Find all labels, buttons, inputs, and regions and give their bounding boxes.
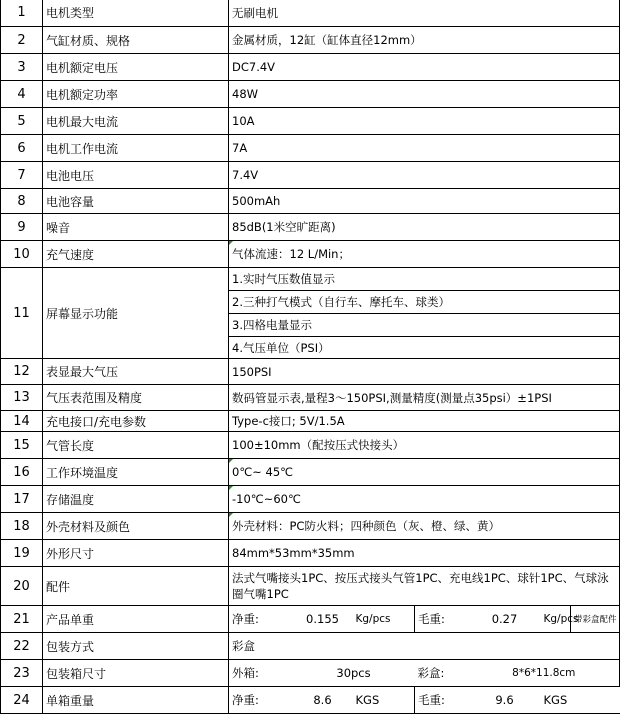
color-box-value: 8*6*11.8cm bbox=[469, 660, 620, 687]
net-weight-unit: Kg/pcs bbox=[353, 606, 415, 633]
table-row bbox=[1, 54, 620, 81]
table-row bbox=[1, 241, 620, 268]
row-value: 无刷电机 bbox=[229, 0, 620, 27]
row-label: 外形尺寸 bbox=[43, 540, 229, 567]
row-label: 包装方式 bbox=[43, 633, 229, 660]
row-value: 85dB(1米空旷距离) bbox=[229, 214, 620, 241]
table-row bbox=[1, 513, 620, 540]
gross-weight-value: 9.6 bbox=[469, 687, 541, 714]
table-row bbox=[1, 385, 620, 411]
table-row bbox=[1, 214, 620, 241]
table-row bbox=[1, 411, 620, 432]
row-label: 电机工作电流 bbox=[43, 135, 229, 162]
row-value: 7.4V bbox=[229, 162, 620, 189]
table-row bbox=[1, 162, 620, 189]
row-value: 10A bbox=[229, 108, 620, 135]
row-number: 19 bbox=[1, 540, 43, 567]
row-number: 3 bbox=[1, 54, 43, 81]
outer-box-value: 30pcs bbox=[293, 660, 415, 687]
row-number: 24 bbox=[1, 687, 43, 714]
table-row bbox=[1, 108, 620, 135]
row-number: 7 bbox=[1, 162, 43, 189]
row-label: 包装箱尺寸 bbox=[43, 660, 229, 687]
row-label: 电机最大电流 bbox=[43, 108, 229, 135]
table-row bbox=[1, 633, 620, 660]
row-number: 11 bbox=[1, 268, 43, 359]
row-value: 数码管显示表,量程3～150PSI,测量精度(测量点35psi）±1PSI bbox=[229, 385, 620, 411]
row-label: 气管长度 bbox=[43, 432, 229, 459]
table-row bbox=[1, 687, 620, 714]
net-weight-label: 净重: bbox=[229, 606, 293, 633]
net-weight-label: 净重: bbox=[229, 687, 293, 714]
row-value: 84mm*53mm*35mm bbox=[229, 540, 620, 567]
gross-weight-label: 毛重: bbox=[415, 606, 469, 633]
row-number: 4 bbox=[1, 81, 43, 108]
row-number: 6 bbox=[1, 135, 43, 162]
row-label: 充电接口/充电参数 bbox=[43, 411, 229, 432]
table-row bbox=[1, 486, 620, 513]
row-label: 产品单重 bbox=[43, 606, 229, 633]
row-number: 14 bbox=[1, 411, 43, 432]
table-row bbox=[1, 0, 620, 27]
row-value: -10℃~60℃ bbox=[229, 486, 620, 513]
gross-weight-unit: KGS bbox=[541, 687, 620, 714]
table-row bbox=[1, 606, 620, 633]
row-value: 1.实时气压数值显示 bbox=[229, 268, 620, 291]
row-number: 2 bbox=[1, 27, 43, 54]
gross-weight-value: 0.27 bbox=[469, 606, 541, 633]
row-label: 噪音 bbox=[43, 214, 229, 241]
table-row bbox=[1, 459, 620, 486]
row-value: Type-c接口; 5V/1.5A bbox=[229, 411, 620, 432]
row-label: 配件 bbox=[43, 567, 229, 606]
color-box-label: 彩盒: bbox=[415, 660, 469, 687]
row-number: 17 bbox=[1, 486, 43, 513]
row-value: 2.三种打气模式（自行车、摩托车、球类） bbox=[229, 291, 620, 314]
row-number: 22 bbox=[1, 633, 43, 660]
row-number: 20 bbox=[1, 567, 43, 606]
row-value: 500mAh bbox=[229, 189, 620, 214]
table-row bbox=[1, 660, 620, 687]
gross-weight-unit: Kg/pcs bbox=[541, 606, 571, 633]
table-row bbox=[1, 359, 620, 385]
row-label: 气压表范围及精度 bbox=[43, 385, 229, 411]
row-number: 8 bbox=[1, 189, 43, 214]
net-weight-unit: KGS bbox=[353, 687, 415, 714]
row-value: DC7.4V bbox=[229, 54, 620, 81]
row-value: 4.气压单位（PSI） bbox=[229, 337, 620, 359]
row-label: 气缸材质、规格 bbox=[43, 27, 229, 54]
row-label: 充气速度 bbox=[43, 241, 229, 268]
row-label: 表显最大气压 bbox=[43, 359, 229, 385]
row-value: 150PSI bbox=[229, 359, 620, 385]
row-number: 16 bbox=[1, 459, 43, 486]
table-row bbox=[1, 540, 620, 567]
row-number: 1 bbox=[1, 0, 43, 27]
row-value: 0℃~ 45℃ bbox=[229, 459, 620, 486]
row-number: 10 bbox=[1, 241, 43, 268]
row-label: 存储温度 bbox=[43, 486, 229, 513]
table-row bbox=[1, 27, 620, 54]
net-weight-value: 8.6 bbox=[293, 687, 353, 714]
row-value: 金属材质，12缸（缸体直径12mm） bbox=[229, 27, 620, 54]
row-label: 电机类型 bbox=[43, 0, 229, 27]
table-row bbox=[1, 432, 620, 459]
row-label: 外壳材料及颜色 bbox=[43, 513, 229, 540]
row-value: 法式气嘴接头1PC、按压式接头气管1PC、充电线1PC、球针1PC、气球泳圈气嘴1PC bbox=[229, 567, 620, 606]
row-value: 彩盒 bbox=[229, 633, 620, 660]
row-value: 3.四格电量显示 bbox=[229, 314, 620, 337]
row-label: 工作环境温度 bbox=[43, 459, 229, 486]
table-row bbox=[1, 189, 620, 214]
table-row bbox=[1, 135, 620, 162]
net-weight-value: 0.155 bbox=[293, 606, 353, 633]
row-label: 屏幕显示功能 bbox=[43, 268, 229, 359]
row-number: 18 bbox=[1, 513, 43, 540]
row-number: 12 bbox=[1, 359, 43, 385]
gross-weight-label: 毛重: bbox=[415, 687, 469, 714]
row-label: 电机额定功率 bbox=[43, 81, 229, 108]
row-label: 电池电压 bbox=[43, 162, 229, 189]
table-row bbox=[1, 268, 620, 291]
row-number: 9 bbox=[1, 214, 43, 241]
outer-box-label: 外箱: bbox=[229, 660, 293, 687]
row-number: 5 bbox=[1, 108, 43, 135]
row-value: 7A bbox=[229, 135, 620, 162]
row-value: 100±10mm（配按压式快接头） bbox=[229, 432, 620, 459]
row-value: 气体流速：12 L/Min； bbox=[229, 241, 620, 268]
table-row bbox=[1, 81, 620, 108]
row-value: 外壳材料：PC防火料；四种颜色（灰、橙、绿、黄） bbox=[229, 513, 620, 540]
row-number: 23 bbox=[1, 660, 43, 687]
table-row bbox=[1, 567, 620, 606]
row-number: 13 bbox=[1, 385, 43, 411]
row-number: 21 bbox=[1, 606, 43, 633]
row-label: 电池容量 bbox=[43, 189, 229, 214]
row-label: 电机额定电压 bbox=[43, 54, 229, 81]
row-label: 单箱重量 bbox=[43, 687, 229, 714]
weight-note: 带彩盒配件 bbox=[571, 606, 620, 633]
row-value: 48W bbox=[229, 81, 620, 108]
row-number: 15 bbox=[1, 432, 43, 459]
